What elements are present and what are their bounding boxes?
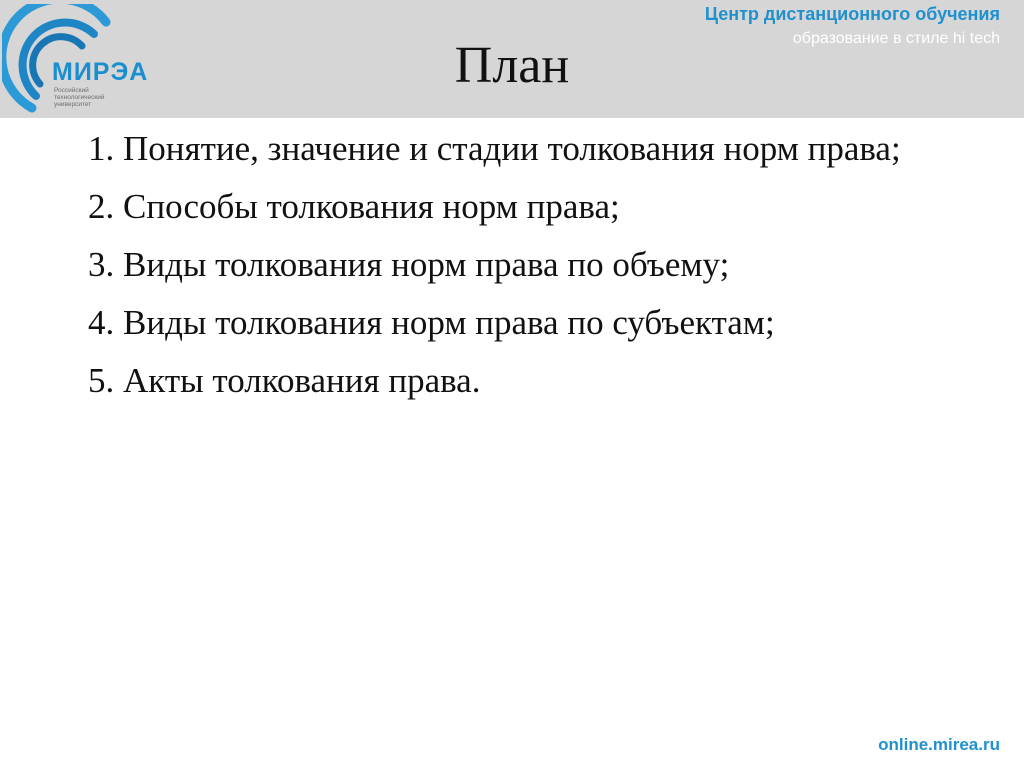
plan-item: 1. Понятие, значение и стадии толкования норм права; (88, 129, 901, 168)
logo-subtitle: Российский технологический университет (54, 87, 105, 108)
slide-title: План (454, 37, 570, 94)
plan-list (88, 128, 954, 418)
plan-item: 2. Способы толкования норм права; (88, 187, 620, 226)
plan-item: 4. Виды толкования норм права по субъектам; (88, 303, 775, 342)
tagline: образование в стиле hi tech (792, 30, 1000, 47)
center-title: Центр дистанционного обучения (704, 4, 1000, 24)
plan-item: 5. Акты толкования права. (88, 361, 481, 400)
plan-item: 3. Виды толкования норм права по объему; (88, 245, 730, 284)
logo-wordmark: МИРЭА (52, 58, 149, 86)
site-url: online.mirea.ru (878, 735, 1000, 754)
